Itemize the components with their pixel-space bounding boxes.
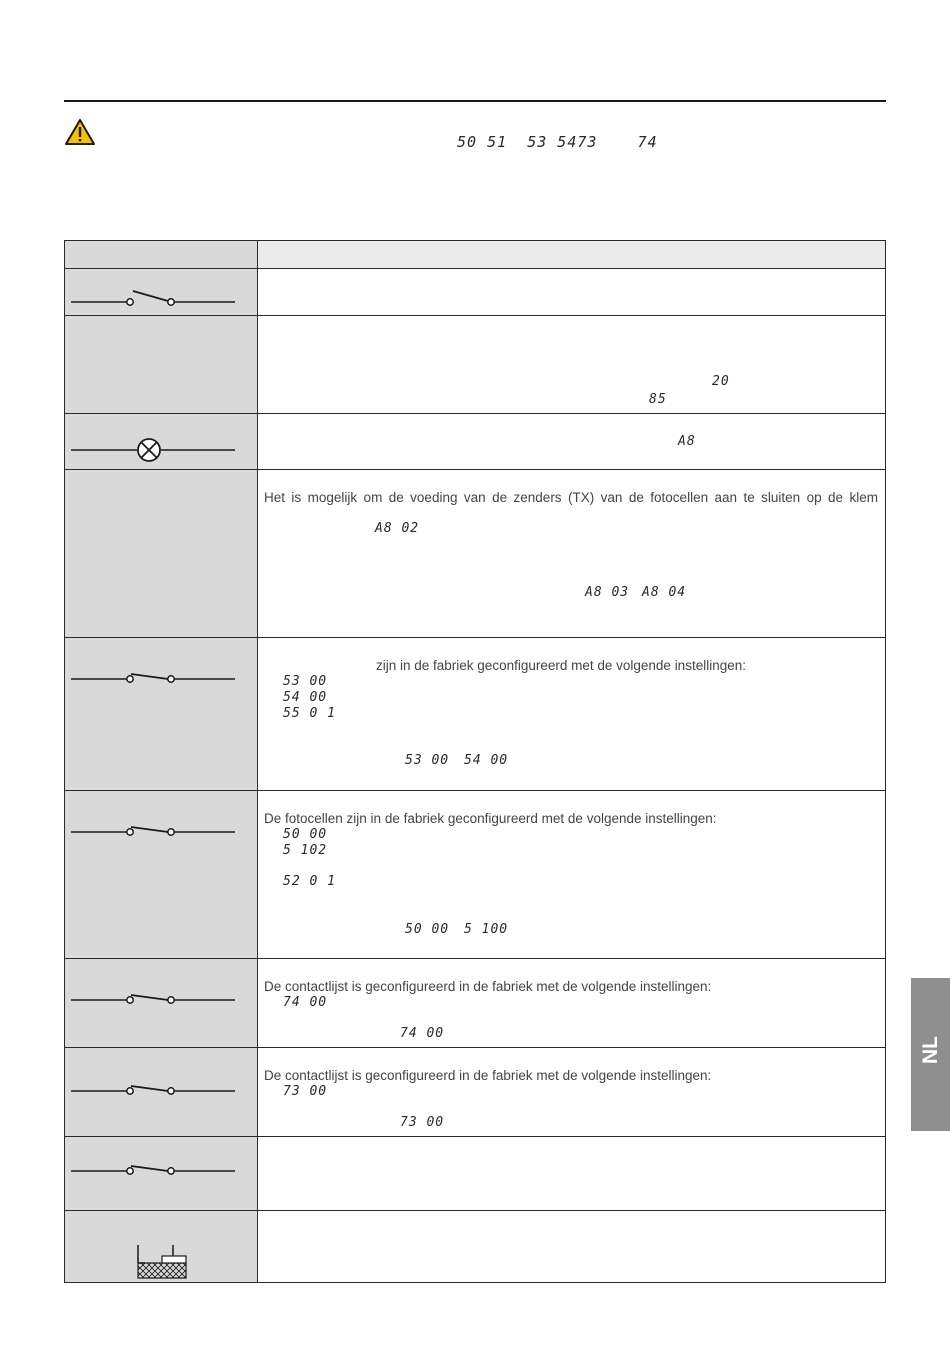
param-code: 85 [649,392,667,407]
top-rule [64,100,886,102]
setting-code: 50 00 [283,827,328,842]
table-row [65,959,886,1048]
param-code: 53 00 [405,753,450,768]
param-code: 54 00 [464,753,509,768]
table-row [65,470,886,638]
connection-table [64,240,886,1283]
switch-nc-icon [65,668,257,688]
table-row [65,269,886,316]
row-text: De contactlijst is geconfigureerd in de fabriek met de volgende instellingen: [264,979,712,994]
row-text: zijn in de fabriek geconfigureerd met de volgende instellingen: [376,658,746,673]
table-row [65,1137,886,1211]
setting-code: 54 00 [283,690,328,705]
param-code: 20 [712,374,730,389]
row-text: Het is mogelijk om de voeding van de zenders (TX) van de fotocellen aan te sluiten op de klem [264,490,878,505]
language-tab-label: NL [919,1036,942,1064]
setting-code: 53 00 [283,674,328,689]
warning-triangle-icon [64,118,96,146]
setting-code: 55 0 1 [283,706,336,721]
switch-nc-icon [65,1080,257,1100]
switch-nc-icon [65,989,257,1009]
param-code: A8 04 [642,585,687,600]
param-code: 74 00 [400,1026,445,1041]
setting-code: 5 102 [283,843,328,858]
header-right-cell [258,241,886,269]
switch-open-icon [65,287,257,307]
param-code: A8 [678,434,696,449]
setting-code: 73 00 [283,1084,328,1099]
param-code: A8 03 [585,585,630,600]
table-row [65,1211,886,1283]
param-code: 5 100 [464,922,509,937]
switch-nc-icon [65,1160,257,1180]
row-text: De contactlijst is geconfigureerd in de fabriek met de volgende instellingen: [264,1068,712,1083]
setting-code: 74 00 [283,995,328,1010]
language-side-tab [911,978,950,1131]
ground-anchor-icon [65,1241,257,1281]
row-text: De fotocellen zijn in de fabriek geconfigureerd met de volgende instellingen: [264,811,717,826]
switch-nc-icon [65,821,257,841]
setting-code: 52 0 1 [283,874,336,889]
table-row [65,1048,886,1137]
param-code: 50 00 [405,922,450,937]
param-code: 73 00 [400,1115,445,1130]
lamp-icon [65,438,257,464]
table-header-row [65,241,886,269]
header-left-cell [65,241,258,269]
table-row [65,414,886,470]
table-row [65,316,886,414]
param-code: A8 02 [375,521,420,536]
top-parameter-codes: 50 51 53 5473 74 [457,133,658,151]
table-row [65,638,886,791]
table-row [65,791,886,959]
